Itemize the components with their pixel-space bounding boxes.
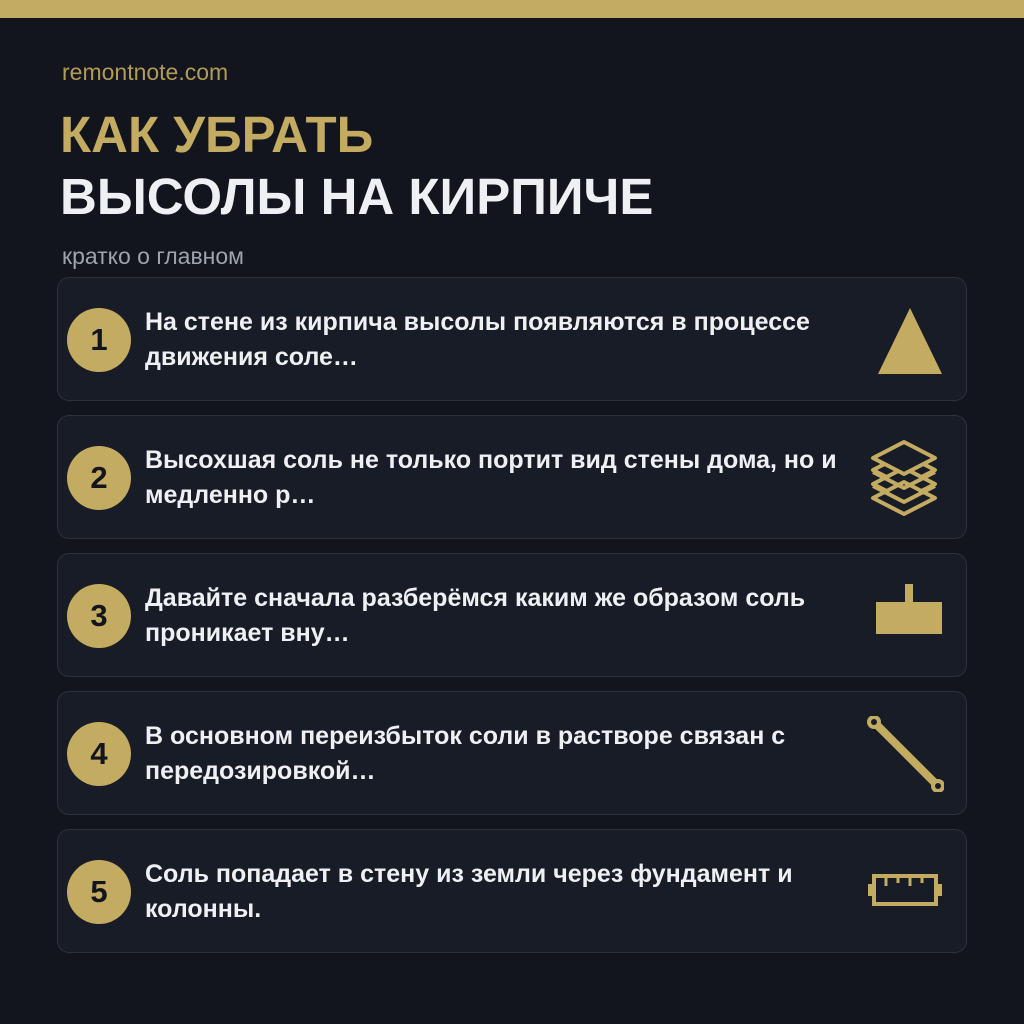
- item-text: В основном переизбыток соли в растворе связан с передозировкой…: [145, 722, 786, 785]
- list-item: [57, 415, 967, 539]
- list-item: [57, 553, 967, 677]
- foundation-icon: [864, 578, 944, 654]
- item-number-badge: 1: [67, 308, 131, 372]
- page-title-line-1: КАК УБРАТЬ: [60, 106, 374, 163]
- ruler-icon: [864, 854, 944, 930]
- wrench-icon: [864, 716, 944, 792]
- page-title-line-2: ВЫСОЛЫ НА КИРПИЧЕ: [60, 168, 654, 225]
- item-number-badge: 5: [67, 860, 131, 924]
- list-item: [57, 829, 967, 953]
- item-number-badge: 3: [67, 584, 131, 648]
- item-text: Давайте сначала разберёмся каким же образом соль проникает вну…: [145, 584, 806, 647]
- item-number-badge: 4: [67, 722, 131, 786]
- list-item: [57, 277, 967, 401]
- list-item: [57, 691, 967, 815]
- page-subtitle: кратко о главном: [62, 243, 244, 269]
- item-number-badge: 2: [67, 446, 131, 510]
- layers-icon: [864, 440, 944, 516]
- item-text: На стене из кирпича высолы появляются в процессе движения соле…: [145, 308, 810, 371]
- item-text: Высохшая соль не только портит вид стены дома, но и медленно р…: [145, 446, 837, 509]
- top-accent-bar: [0, 0, 1024, 18]
- site-name: remontnote.com: [62, 59, 229, 85]
- triangle-icon: [864, 302, 944, 378]
- item-text: Соль попадает в стену из земли через фундамент и колонны.: [145, 860, 793, 923]
